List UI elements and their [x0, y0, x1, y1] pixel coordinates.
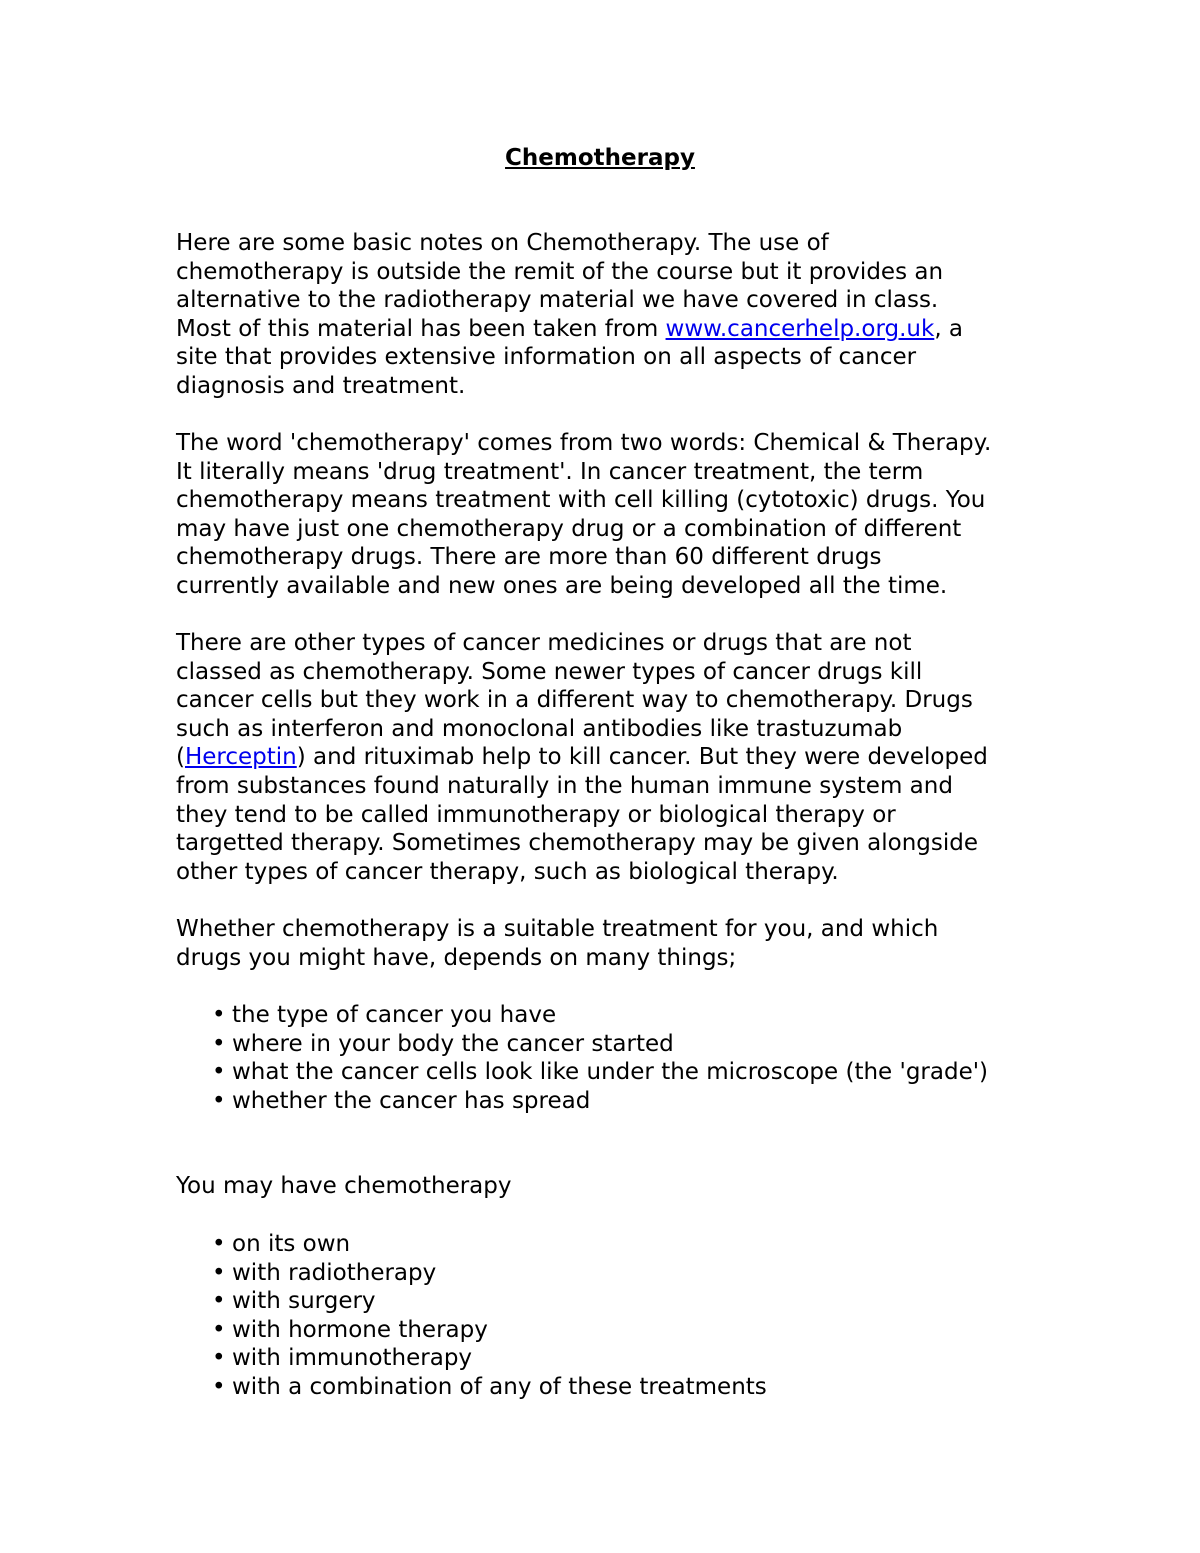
list-item-text: the type of cancer you have — [232, 1002, 557, 1028]
factors-list — [212, 1001, 1072, 1115]
text-line: from substances found naturally in the human immune system and — [176, 772, 953, 799]
text-line: You may have chemotherapy — [176, 1173, 512, 1199]
list-item-text: with hormone therapy — [232, 1316, 488, 1343]
list-item — [212, 1287, 1072, 1316]
page-title: Chemotherapy — [505, 145, 695, 171]
options-list — [212, 1230, 1072, 1402]
bullet-icon: • — [212, 1345, 226, 1372]
list-item — [212, 1087, 1072, 1116]
text-line: It literally means 'drug treatment'. In cancer treatment, the term — [176, 458, 924, 485]
definition-paragraph — [176, 429, 1056, 601]
list-item-text: with immunotherapy — [232, 1345, 473, 1372]
list-item — [212, 1344, 1072, 1373]
text-line: Whether chemotherapy is a suitable treatment for you, and which — [176, 916, 939, 942]
bullet-icon: • — [212, 1087, 226, 1114]
text-line: site that provides extensive information on all aspects of cancer — [176, 344, 917, 371]
intro-paragraph — [176, 229, 1056, 401]
bullet-icon: • — [212, 1231, 226, 1257]
list-item-text: what the cancer cells look like under the microscope (the 'grade') — [232, 1059, 989, 1086]
list-item — [212, 1058, 1072, 1087]
herceptin-link[interactable]: Herceptin — [184, 744, 297, 771]
text-line: diagnosis and treatment. — [176, 372, 466, 399]
text-line: other types of cancer therapy, such as biological therapy. — [176, 858, 839, 885]
bullet-icon: • — [212, 1373, 226, 1400]
bullet-icon: • — [212, 1002, 226, 1028]
text-line: chemotherapy drugs. There are more than 60 different drugs — [176, 544, 882, 571]
text-segment: ) and rituximab help to kill cancer. But they were developed — [296, 744, 988, 771]
bullet-icon: • — [212, 1288, 226, 1315]
list-item — [212, 1259, 1072, 1288]
list-item — [212, 1001, 1072, 1030]
text-line: such as interferon and monoclonal antibodies like trastuzumab — [176, 715, 903, 742]
text-segment: ( — [176, 744, 185, 771]
text-line: chemotherapy is outside the remit of the course but it provides an — [176, 258, 944, 285]
text-line: alternative to the radiotherapy material we have covered in class. — [176, 287, 939, 314]
text-line: currently available and new ones are being developed all the time. — [176, 572, 948, 599]
suitability-paragraph — [176, 915, 1056, 972]
text-line: classed as chemotherapy. Some newer types of cancer drugs kill — [176, 658, 923, 685]
list-item-text: with a combination of any of these treatments — [232, 1373, 767, 1400]
list-item — [212, 1030, 1072, 1059]
bullet-icon: • — [212, 1030, 226, 1057]
list-item — [212, 1373, 1072, 1402]
text-line: Here are some basic notes on Chemotherapy. The use of — [176, 230, 829, 256]
list-item-text: with radiotherapy — [232, 1259, 437, 1286]
text-line: cancer cells but they work in a different way to chemotherapy. Drugs — [176, 687, 973, 714]
options-intro — [176, 1172, 1056, 1201]
cancerhelp-link[interactable]: www.cancerhelp.org.uk — [665, 315, 935, 342]
list-item — [212, 1316, 1072, 1345]
text-line: chemotherapy means treatment with cell killing (cytotoxic) drugs. You — [176, 487, 986, 514]
text-line — [176, 315, 1056, 344]
text-segment: Most of this material has been taken from — [176, 315, 666, 342]
list-item-text: whether the cancer has spread — [232, 1087, 591, 1114]
text-line: targetted therapy. Sometimes chemotherapy may be given alongside — [176, 830, 978, 857]
bullet-icon: • — [212, 1059, 226, 1086]
text-line: they tend to be called immunotherapy or biological therapy or — [176, 801, 896, 828]
bullet-icon: • — [212, 1316, 226, 1343]
text-line: The word 'chemotherapy' comes from two words: Chemical & Therapy. — [176, 430, 992, 456]
text-line: drugs you might have, depends on many things; — [176, 944, 737, 971]
list-item-text: where in your body the cancer started — [232, 1030, 674, 1057]
text-line — [176, 743, 1056, 772]
list-item — [212, 1230, 1072, 1259]
text-line: may have just one chemotherapy drug or a combination of different — [176, 515, 962, 542]
other-drugs-paragraph — [176, 629, 1056, 886]
bullet-icon: • — [212, 1259, 226, 1286]
list-item-text: with surgery — [232, 1288, 376, 1315]
text-line: There are other types of cancer medicines or drugs that are not — [176, 630, 912, 656]
list-item-text: on its own — [232, 1231, 351, 1257]
text-segment: , a — [934, 315, 964, 342]
